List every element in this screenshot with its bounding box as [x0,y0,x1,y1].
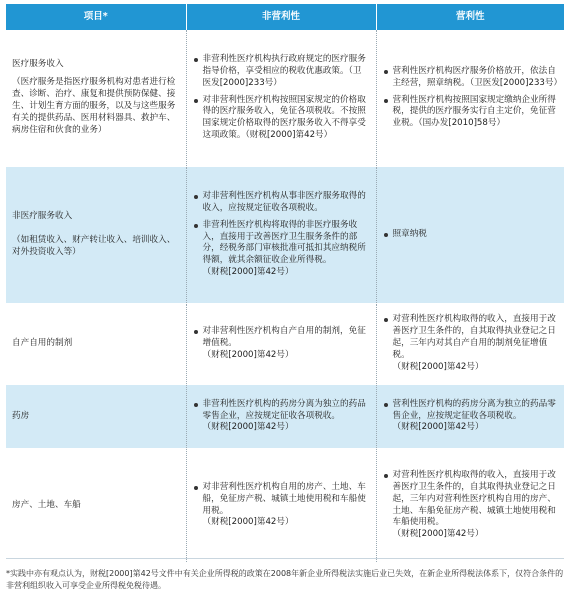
policy-reference: （财税[2000]第42号） [202,267,294,278]
item-description: （如租赁收入、财产转让收入、培训收入、对外投资收入等） [12,235,176,257]
footnote-divider [6,558,564,559]
table-row-self-made-preparations [6,304,564,385]
table-row-property-land-vehicles [6,449,564,563]
table-header-row [6,4,564,30]
forprofit-cell [376,385,564,449]
item-title: 房产、土地、车船 [12,499,81,510]
item-cell [6,304,186,385]
table-row-pharmacy [6,385,564,449]
header-item: 项目* [6,4,186,30]
policy-bullet: 对营利性医疗机构取得的收入，直接用于改善医疗卫生条件的，自其取得执业登记之日起，三年内对其自产自用的制剂免征增值税。 [383,314,559,361]
footnote: *实践中亦有观点认为，财税[2000]第42号文件中有关企业所得税的政策在2008年新企业所得税法实施后业已失效，在新企业所得税法体系下，仅符合条件的非营利组织收入可享受企业所得税免税待遇。 [6,569,564,591]
nonprofit-cell [186,167,376,304]
tax-policy-table [6,4,564,563]
policy-bullet: 营利性医疗机构的药房分离为独立的药品零售企业，应按规定征收各项税收。 [383,399,559,423]
policy-reference: （财税[2000]第42号） [202,349,294,360]
policy-bullet: 非营利性医疗机构的药房分离为独立的药品零售企业，应按规定征收各项税收。 [193,399,370,423]
policy-bullet: 对非营利性医疗机构按照国家规定的价格取得的医疗服务收入，免征各项税收。不按照国家规定价格取得的医疗服务收入不得享受这项政策。（财税[2000]第42号） [193,95,370,142]
policy-bullet: 对非营利性医疗机构从事非医疗服务取得的收入，应按规定征收各项税收。 [193,191,370,215]
policy-reference: （财税[2000]第42号） [392,529,484,540]
item-description: （医疗服务是指医疗服务机构对患者进行检查、诊断、治疗、康复和提供预防保健、接生、计划生育方面的服务，以及与这些服务有关的提供药品、医用材料器具、救护车、病房住宿和伙食的业务） [12,77,176,135]
item-cell [6,385,186,449]
policy-reference: （财税[2000]第42号） [392,422,484,433]
item-title: 自产自用的制剂 [12,338,73,349]
item-cell [6,167,186,304]
header-forprofit: 营利性 [376,4,564,30]
item-cell [6,449,186,563]
policy-reference: （财税[2000]第42号） [202,517,294,528]
policy-bullet: 对营利性医疗机构取得的收入，直接用于改善医疗卫生条件的，自其取得执业登记之日起，三年内对营利性医疗机构自用的房产、土地、车船免征房产税、城镇土地使用税和车船使用税。 [383,470,559,529]
forprofit-cell [376,304,564,385]
forprofit-cell [376,449,564,563]
nonprofit-cell [186,385,376,449]
policy-bullet: 非营利性医疗机构将取得的非医疗服务收入，直接用于改善医疗卫生服务条件的部分，经税务部门审核批准可抵扣其应纳税所得额，就其余额征收企业所得税。 [193,220,370,267]
policy-bullet: 对非营利性医疗机构自产自用的制剂，免征增值税。 [193,326,370,350]
policy-bullet: 对非营利性医疗机构自用的房产、土地、车船，免征房产税、城镇土地使用税和车船使用税。 [193,482,370,518]
policy-bullet: 营利性医疗机构医疗服务价格放开，依法自主经营，照章纳税。（卫医发[2000]233号） [383,66,559,90]
item-title: 非医疗服务收入 [12,211,73,222]
item-title: 药房 [12,410,30,421]
forprofit-cell [376,167,564,304]
header-nonprofit: 非营利性 [186,4,376,30]
policy-bullet: 营利性医疗机构按照国家规定缴纳企业所得税，提供的医疗服务实行自主定价，免征营业税。（国办发[2010]58号） [383,95,559,131]
nonprofit-cell [186,304,376,385]
policy-reference: （财税[2000]第42号） [202,422,294,433]
nonprofit-cell [186,449,376,563]
nonprofit-cell [186,30,376,167]
policy-reference: （财税[2000]第42号） [392,361,484,372]
table-row-non-medical-service [6,167,564,304]
item-cell [6,30,186,167]
item-title: 医疗服务收入 [12,59,64,70]
forprofit-cell [376,30,564,167]
policy-bullet: 照章纳税 [383,229,559,241]
table-row-medical-service [6,30,564,167]
policy-bullet: 非营利性医疗机构执行政府规定的医疗服务指导价格，享受相应的税收优惠政策。（卫医发[2000]233号） [193,54,370,90]
